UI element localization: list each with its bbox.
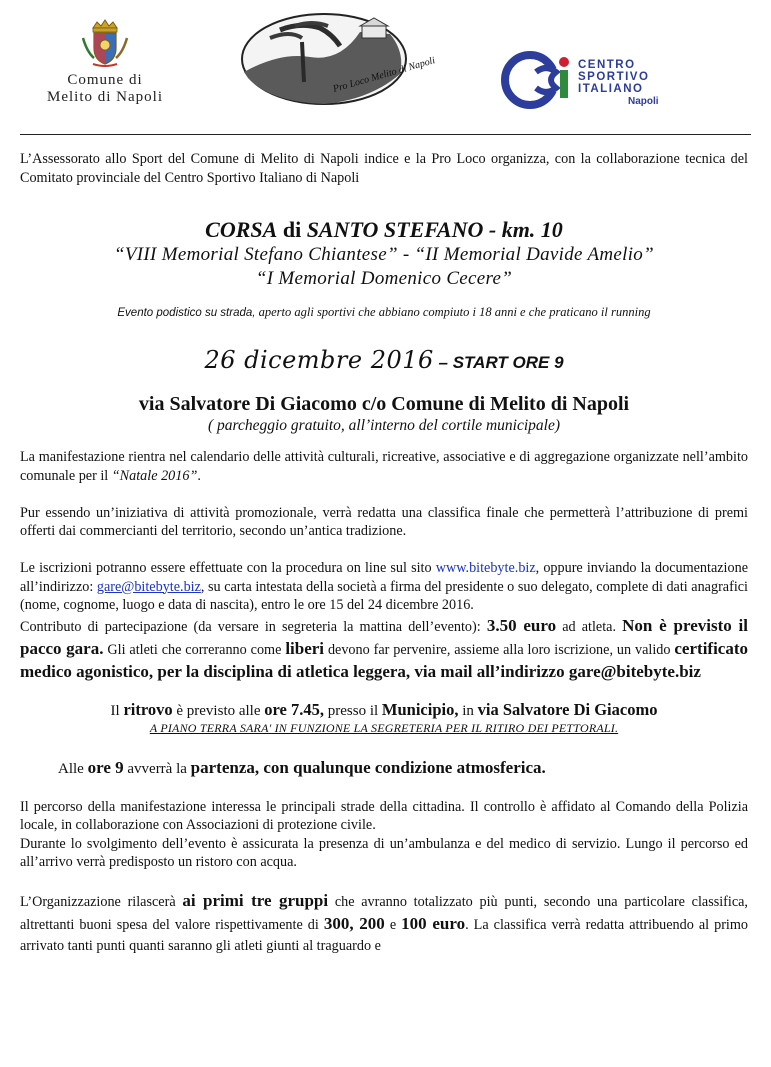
intro-paragraph: L’Assessorato allo Sport del Comune di Melito di Napoli indice e la Pro Loco organizza, con la collaborazione tecnica del Comitato provinciale del Centro Sportivo Italiano di Napoli	[20, 151, 748, 186]
paragraph-classifica: Pur essendo un’iniziativa di attività promozionale, verrà redatta una classifica finale che permetterà l’attribuzione di premi offerti dai commercianti del territorio, secondo un’antica tradizione.	[20, 504, 748, 539]
document-body	[20, 150, 748, 957]
segreteria-notice: A PIANO TERRA SARA' IN FUNZIONE LA SEGRETERIA PER IL RITIRO DEI PETTORALI.	[149, 720, 619, 735]
title-part2: di	[277, 217, 307, 242]
liberi: liberi	[285, 638, 325, 658]
para3-a: Le iscrizioni potranno essere effettuate con la procedura on line sul sito	[20, 560, 436, 576]
para4-d: devono far pervenire, assieme alla loro iscrizione, un valido	[324, 641, 675, 658]
event-title	[20, 217, 748, 243]
paragraph-premi	[20, 890, 748, 957]
letterhead	[0, 0, 771, 136]
para7-b: che avranno totalizzato più punti, secondo una particolare classifica, altrettanti buoni spesa del valore rispettivamente di	[20, 894, 748, 933]
event-date	[20, 346, 748, 378]
para3-c: , su carta intestata della società a firma del presidente o suo delegato, complete di dati anagrafici (nome, cognome, luogo e data di nascita), entro le ore 15 del 24 dicembre 2016.	[20, 578, 748, 613]
title-part3: SANTO STEFANO - km. 10	[306, 217, 563, 242]
event-description-sans: Evento podistico su strada,	[117, 307, 256, 319]
memorial-line1: “VIII Memorial Stefano Chiantese” - “II Memorial Davide Amelio”	[114, 244, 654, 265]
para3-b: , oppure inviando la documentazione all’indirizzo:	[20, 560, 748, 595]
coat-of-arms-icon	[77, 18, 133, 68]
ritrovo-a: Il	[110, 702, 124, 719]
certificato-medico: certificato medico agonistico, per la disciplina di atletica leggera, via mail all’indirizzo gare@bitebyte.biz	[20, 638, 749, 681]
comune-logo-line2: Melito di Napoli	[47, 89, 163, 105]
paragraph-contributo	[20, 615, 748, 684]
ritrovo-via: via Salvatore Di Giacomo	[477, 699, 658, 719]
prize-values-2: 100 euro	[401, 914, 466, 933]
prize-values-1: 300, 200	[323, 914, 385, 933]
para4-b: ad atleta.	[556, 618, 623, 635]
email-link[interactable]: gare@bitebyte.biz	[96, 578, 201, 595]
proloco-logo-text: Pro Loco Melito di Napoli	[331, 55, 437, 95]
ritrovo-d: in	[458, 702, 478, 719]
para7-a: L’Organizzazione rilascerà	[20, 894, 183, 910]
parking-note: ( parcheggio gratuito, all’interno del cortile municipale)	[208, 417, 560, 434]
ritrovo-b: è previsto alle	[172, 702, 265, 719]
paragraph-iscrizioni	[20, 559, 748, 615]
para7-d: . La classifica verrà redatta attribuendo al primo arrivato tanti punti quanti saranno gli atleti giunti al traguardo e	[20, 917, 748, 954]
para1-text: La manifestazione rientra nel calendario delle attività culturali, ricreative, associative e di aggregazione organizzate nell’ambito comunale per il	[20, 449, 748, 484]
comune-logo	[20, 18, 190, 106]
price: 3.50 euro	[486, 615, 557, 635]
para4-a: Contributo di partecipazione (da versare in segreteria la mattina dell’evento):	[20, 618, 487, 635]
event-description	[20, 305, 748, 320]
partenza-line	[58, 758, 748, 778]
csi-emblem-icon	[502, 52, 674, 108]
partenza-a: Alle	[58, 760, 88, 777]
paragraph-ambulanza: Durante lo svolgimento dell’evento è assicurata la presenza di un’ambulanza e del medico di servizio. Lungo il percorso ed all’arrivo verrà predisposto un ristoro con acqua.	[20, 835, 748, 870]
start-time: START ORE 9	[452, 353, 564, 372]
ritrovo-label: ritrovo	[123, 699, 173, 719]
comune-logo-line1: Comune di	[67, 72, 143, 88]
para7-c: e	[384, 917, 402, 933]
date-separator: –	[433, 353, 453, 372]
title-part1: CORSA	[205, 217, 278, 242]
proloco-logo	[240, 12, 437, 107]
proloco-emblem-icon	[240, 12, 437, 107]
ritrovo-line	[20, 700, 748, 721]
event-description-serif: aperto agli sportivi che abbiano compiuto i 18 anni e che praticano il running	[255, 305, 651, 319]
primi-tre-gruppi: ai primi tre gruppi	[182, 891, 329, 910]
para1-end: .	[197, 467, 201, 484]
partenza-time: ore 9	[87, 757, 124, 777]
header-divider	[20, 134, 751, 135]
para4-c: Gli atleti che correranno come	[103, 641, 286, 658]
csi-line4: Napoli	[628, 96, 659, 107]
csi-line3: ITALIANO	[578, 83, 644, 95]
website-link[interactable]: www.bitebyte.biz	[435, 560, 536, 576]
ritrovo-time: ore 7.45,	[264, 699, 324, 719]
no-pacco-gara: Non è previsto il pacco gara.	[20, 615, 749, 658]
csi-line1: CENTRO	[578, 59, 636, 71]
csi-logo	[502, 52, 674, 108]
ritrovo-c: presso il	[324, 702, 382, 719]
date-day: 26 dicembre 2016	[204, 346, 434, 374]
memorial-line2: “I Memorial Domenico Cecere”	[255, 268, 513, 289]
paragraph-percorso: Il percorso della manifestazione interessa le principali strade della cittadina. Il controllo è affidato al Comando della Polizia locale, in collaborazione con Associazioni di protezione civile.	[20, 798, 748, 833]
para1-italic: “Natale 2016”	[111, 467, 198, 484]
paragraph-calendar	[20, 448, 748, 485]
csi-line2: SPORTIVO	[578, 71, 650, 83]
partenza-condition: partenza, con qualunque condizione atmosferica.	[190, 757, 546, 777]
venue: via Salvatore Di Giacomo c/o Comune di Melito di Napoli	[138, 393, 630, 415]
partenza-b: avverrà la	[123, 760, 191, 777]
ritrovo-municipio: Municipio,	[381, 699, 459, 719]
